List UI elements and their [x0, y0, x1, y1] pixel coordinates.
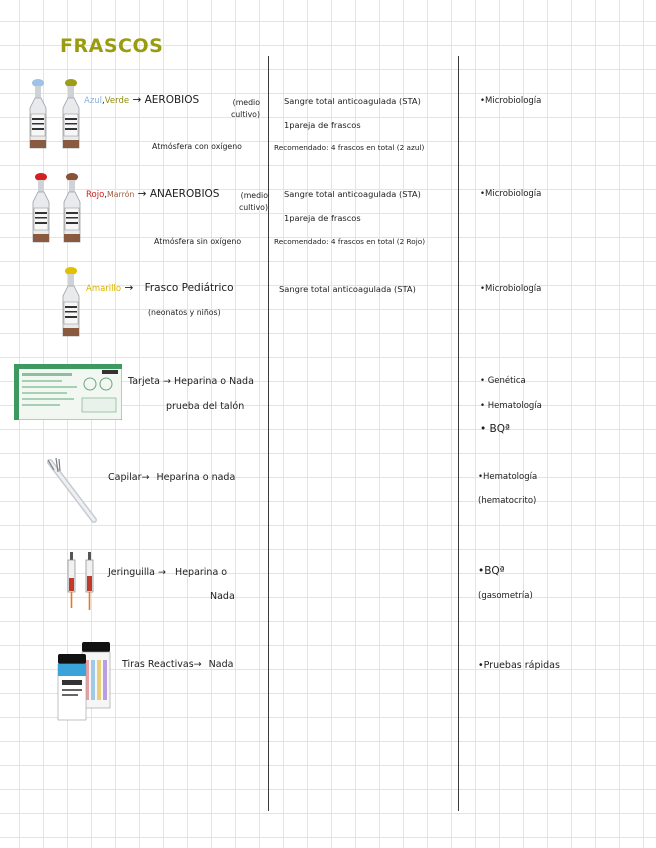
- blood-card-icon: [14, 364, 122, 420]
- color-separator: ,: [104, 190, 107, 200]
- arrow: →: [137, 188, 147, 200]
- row4-line1: [128, 376, 254, 387]
- color-label-verde: Verde: [104, 96, 130, 106]
- type-label: Frasco Pediátrico: [144, 282, 234, 294]
- arrow: →: [124, 282, 134, 294]
- row6-value2: Nada: [210, 591, 235, 602]
- color-label-rojo: Rojo: [86, 190, 105, 200]
- row2-col3: •Microbiología: [480, 189, 542, 199]
- arrow: →: [141, 472, 150, 483]
- item-name: Tarjeta: [128, 376, 160, 387]
- row2-col2-line1: Sangre total anticoagulada (STA): [284, 189, 421, 199]
- row1-col2-line2: 1pareja de frascos: [284, 120, 361, 130]
- item-value: Heparina o: [175, 567, 228, 578]
- color-label-marron: Marrón: [107, 190, 135, 199]
- row5-col3-item1: •Hematología: [478, 472, 538, 482]
- bottle-icon: [26, 78, 50, 152]
- item-value: Heparina o Nada: [174, 376, 254, 387]
- row3-sub: (neonatos y niños): [148, 308, 221, 317]
- color-label-amarillo: Amarillo: [86, 284, 122, 294]
- row3-col3: •Microbiología: [480, 284, 542, 294]
- row6-col3-item2: (gasometría): [478, 591, 533, 601]
- row4-col3-item2: • Hematología: [480, 401, 542, 411]
- row1-type: [84, 94, 199, 106]
- bottle-icon: [60, 172, 84, 246]
- row1-note: (medio cultivo): [230, 98, 260, 119]
- row7-line1: [122, 659, 233, 670]
- test-strips-icon: [56, 640, 116, 722]
- row7-col3-item1: •Pruebas rápidas: [478, 660, 560, 671]
- item-name: Capilar: [108, 472, 142, 483]
- row4-col3-item3: • BQª: [480, 423, 510, 435]
- row1-col2-line1: Sangre total anticoagulada (STA): [284, 96, 421, 106]
- row1-sub: Atmósfera con oxígeno: [152, 142, 242, 151]
- row2-col2-line2: 1pareja de frascos: [284, 213, 361, 223]
- bottle-icon: [59, 78, 83, 152]
- row4-sub: prueba del talón: [166, 401, 245, 412]
- color-label-azul: Azul: [84, 96, 103, 106]
- row3-type: [86, 282, 234, 294]
- row6-line1: [108, 567, 227, 578]
- arrow: →: [193, 659, 202, 670]
- color-separator: ,: [102, 96, 105, 106]
- type-label: ANAEROBIOS: [149, 188, 220, 200]
- column-divider-1: [268, 56, 269, 811]
- capillary-tube-icon: [40, 456, 104, 526]
- arrow: →: [158, 567, 167, 578]
- item-value: Heparina o nada: [156, 472, 236, 483]
- row3-col2-line1: Sangre total anticoagulada (STA): [279, 284, 416, 294]
- bottle-icon: [29, 172, 53, 246]
- arrow: →: [132, 94, 142, 106]
- page-title: FRASCOS: [60, 35, 164, 57]
- item-name: Jeringuilla: [108, 567, 156, 578]
- row1-col2-line3: Recomendado: 4 frascos en total (2 azul): [274, 143, 425, 152]
- type-label: AEROBIOS: [144, 94, 200, 106]
- row5-col3-item2: (hematocrito): [478, 496, 537, 506]
- item-name: Tiras Reactivas: [122, 659, 194, 670]
- syringe-icon: [64, 550, 100, 612]
- row2-type: [86, 188, 219, 200]
- arrow: →: [163, 376, 171, 387]
- item-value: Nada: [208, 659, 234, 670]
- column-divider-2: [458, 56, 459, 811]
- row1-col3: •Microbiología: [480, 96, 542, 106]
- row5-line1: [108, 472, 235, 483]
- row6-col3-item1: •BQª: [478, 565, 505, 577]
- row2-sub: Atmósfera sin oxígeno: [154, 237, 242, 246]
- row4-col3-item1: • Genética: [480, 376, 526, 386]
- row2-col2-line3: Recomendado: 4 frascos en total (2 Rojo): [274, 237, 426, 246]
- row2-note: (medio cultivo): [238, 191, 268, 212]
- bottle-icon: [59, 266, 83, 340]
